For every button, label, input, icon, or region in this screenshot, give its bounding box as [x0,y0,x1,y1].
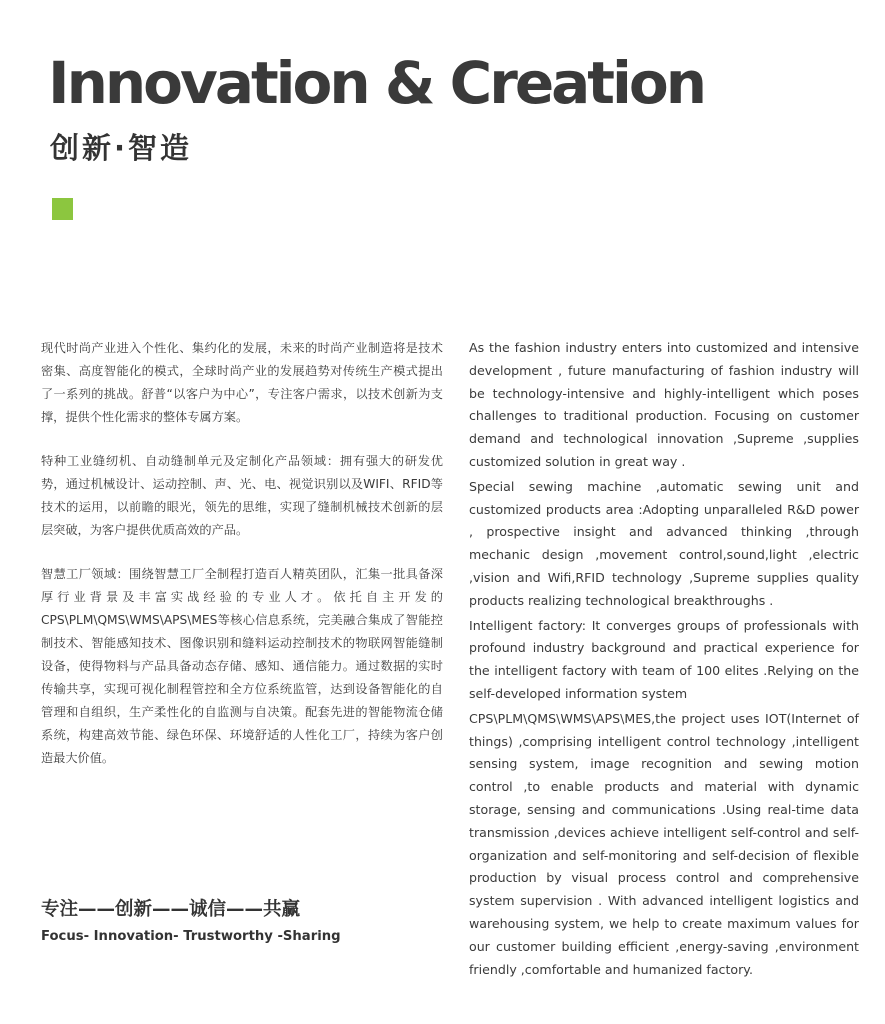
en-paragraph-intro: As the fashion industry enters into customized and intensive development , future manufacturing of fashion industry will be technology-intensive and highly-intelligent which poses challenges to traditional production. Focusing on customer demand and technological innovation ,Supreme ,supplies customized solution in great way . [469,340,859,469]
accent-square [52,198,73,220]
page-title: Innovation & Creation [48,49,705,117]
cn-paragraph-intro: 现代时尚产业进入个性化、集约化的发展，未来的时尚产业制造将是技术密集、高度智能化的模式，全球时尚产业的发展趋势对传统生产模式提出了一系列的挑战。舒普“以客户为中心”，专注客户需求，以技术创新为支撑，提供个性化需求的整体专属方案。 [41,341,443,424]
cn-paragraph-intelligent-factory: 智慧工厂领域：围绕智慧工厂全制程打造百人精英团队，汇集一批具备深厚行业背景及丰富实战经验的专业人才。依托自主开发的CPS\PLM\QMS\WMS\APS\MES等核心信息系统，完美融合集成了智能控制技术、智能感知技术、图像识别和缝料运动控制技术的物联网智能缝制设备，使得物料与产品具备动态存储、感知、通信能力。通过数据的实时传输共享，实现可视化制程管控和全方位系统监管，达到设备智能化的自管理和自组织，生产柔性化的自监测与自决策。配套先进的智能物流仓储系统，构建高效节能、绿色环保、环境舒适的人性化工厂，持续为客户创造最大价值。 [41,567,443,765]
motto-chinese: 专注——创新——诚信——共赢 [41,899,301,920]
cn-paragraph-special-sewing: 特种工业缝纫机、自动缝制单元及定制化产品领域：拥有强大的研发优势，通过机械设计、运动控制、声、光、电、视觉识别以及WIFI、RFID等技术的运用，以前瞻的眼光，领先的思维，实现了缝制机械技术创新的层层突破，为客户提供优质高效的产品。 [41,454,443,537]
english-text-column [469,337,859,983]
motto-english: Focus- Innovation- Trustworthy -Sharing [41,929,341,944]
page-subtitle-cn: 创新·智造 [50,131,193,165]
chinese-text-column [41,337,443,791]
en-paragraph-information-system: CPS\PLM\QMS\WMS\APS\MES,the project uses IOT(Internet of things) ,comprising intelligent control technology ,intelligent sensing system, image recognition and sewing motion control ,to enable products and material with dynamic storage, sensing and communications .Using real-time data transmission ,devices achieve intelligent self-control and self-organization and self-monitoring and self-decision of flexible production by visual process control and comprehensive system supervision . With advanced intelligent logistics and warehousing system, we help to create maximum values for our customer building efficient ,energy-saving ,environment friendly ,comfortable and humanized factory. [469,710,859,977]
en-paragraph-intelligent-factory: Intelligent factory: It converges groups of professionals with profound industry background and practical experience for the intelligent factory with team of 100 elites .Relying on the self-developed information system [469,617,859,701]
en-paragraph-special-sewing: Special sewing machine ,automatic sewing unit and customized products area :Adopting unparalleled R&D power , prospective insight and advanced thinking ,through mechanic design ,movement control,sound,light ,electric ,vision and Wifi,RFID technology ,Supreme supplies quality products realizing technological breakthroughs . [469,478,859,608]
